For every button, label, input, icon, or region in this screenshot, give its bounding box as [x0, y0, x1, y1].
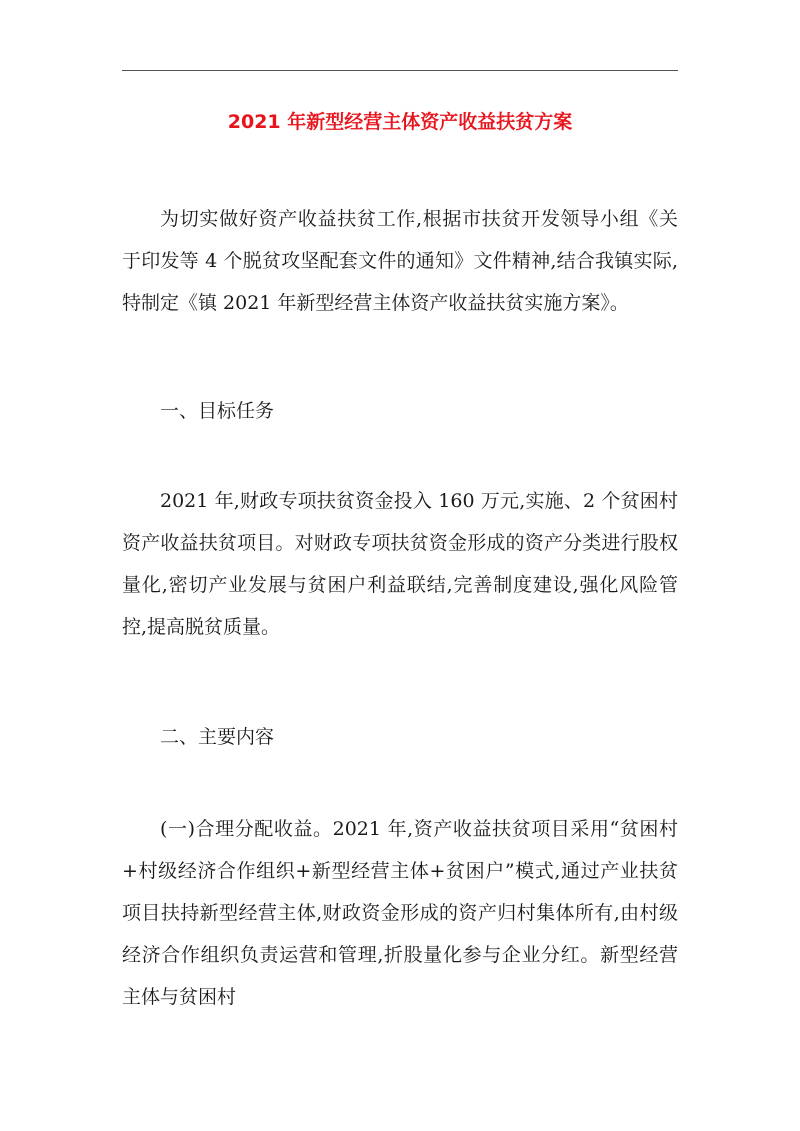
document-title: 2021 年新型经营主体资产收益扶贫方案: [227, 111, 573, 133]
content-paragraph: (一)合理分配收益。2021 年,资产收益扶贫项目采用“贫困村+村级经济合作组织+新型经营主体+贫困户”模式,通过产业扶贫项目扶持新型经营主体,财政资金形成的资产归村集体所有,由村级经济合作组织负责运营和管理,折股量化参与企业分红。新型经营主体与贫困村: [122, 818, 678, 1008]
section-heading-goals: 一、目标任务: [160, 400, 275, 422]
section-heading-content: 二、主要内容: [160, 726, 275, 748]
goals-paragraph: 2021 年,财政专项扶贫资金投入 160 万元,实施、2 个贫困村资产收益扶贫项目。对财政专项扶贫资金形成的资产分类进行股权量化,密切产业发展与贫困户利益联结,完善制度建设,强化风险管控,提高脱贫质量。: [122, 490, 678, 638]
header-rule: [122, 70, 678, 71]
intro-paragraph: 为切实做好资产收益扶贫工作,根据市扶贫开发领导小组《关于印发等 4 个脱贫攻坚配套文件的通知》文件精神,结合我镇实际,特制定《镇 2021 年新型经营主体资产收益扶贫实施方案》。: [122, 208, 678, 314]
